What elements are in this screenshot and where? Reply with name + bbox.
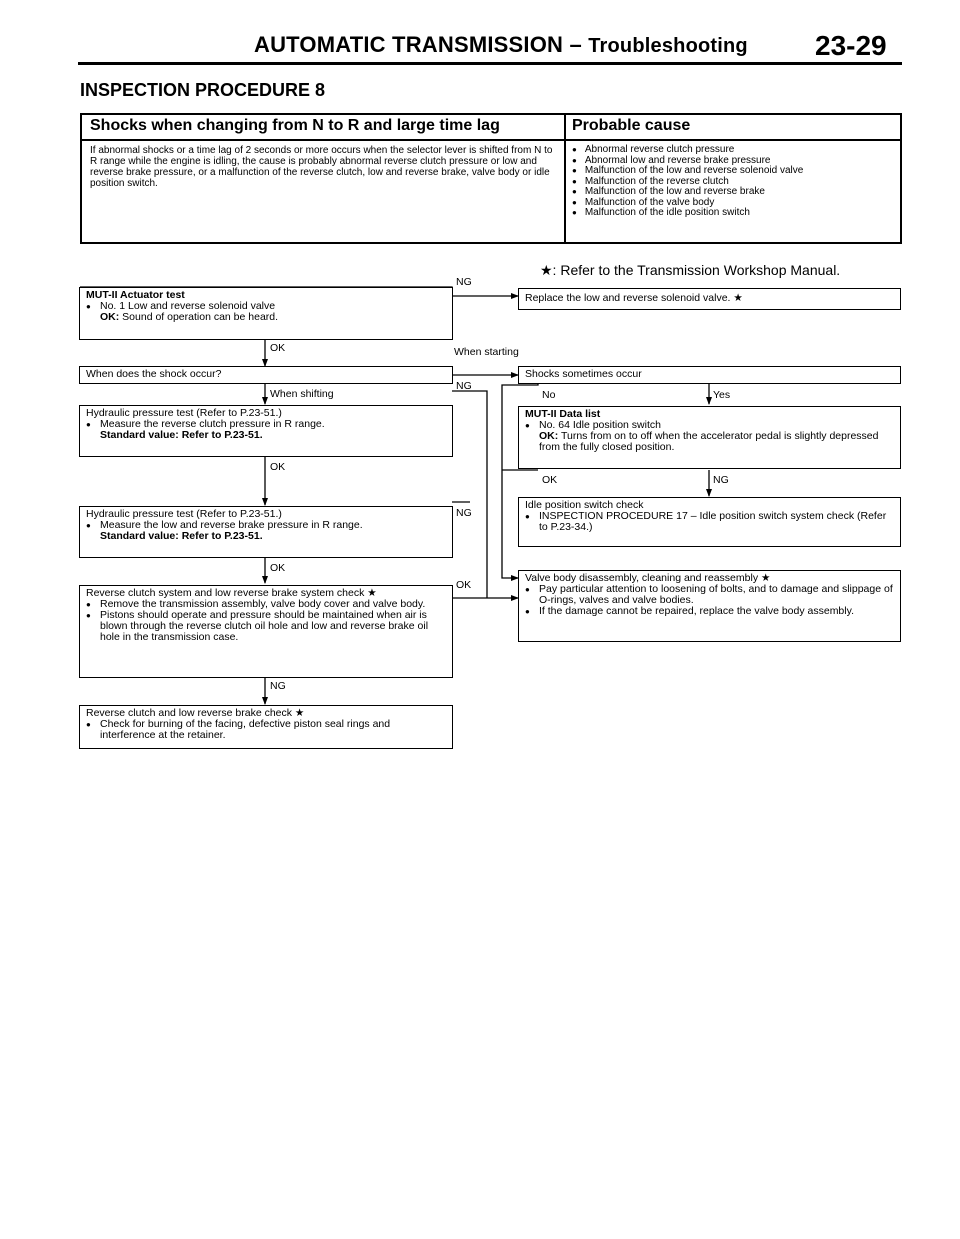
idle-switch-check-title: Idle position switch check xyxy=(525,499,644,511)
label-no: No xyxy=(542,389,556,401)
workshop-manual-note: ★: Refer to the Transmission Workshop Manual. xyxy=(540,262,841,278)
system-check-item: ● Pistons should operate and pressure should be maintained when air is blown through the reverse clutch oil hole and low and reverse brake oil hole in the transmission case. xyxy=(86,610,446,643)
label-ok: OK xyxy=(270,342,286,354)
data-list-item: ● No. 64 Idle position switch xyxy=(525,420,894,431)
system-check-title: Reverse clutch system and low reverse brake system check ★ xyxy=(86,587,377,599)
label-ok: OK xyxy=(270,562,286,574)
hydraulic-test-2-standard: Standard value: Refer to P.23-51. xyxy=(100,530,263,542)
system-check-item: ● Remove the transmission assembly, valve body cover and valve body. xyxy=(86,599,446,610)
label-ng: NG xyxy=(456,507,472,519)
replace-solenoid-text: Replace the low and reverse solenoid valve. ★ xyxy=(525,292,743,304)
subsection-title: Troubleshooting xyxy=(588,35,748,57)
hydraulic-test-1-item: ● Measure the reverse clutch pressure in R range. xyxy=(86,419,446,430)
label-ok: OK xyxy=(542,474,558,486)
cause-item: ● Malfunction of the reverse clutch xyxy=(572,177,803,188)
replace-solenoid-box xyxy=(518,288,901,310)
valve-body-item: ● If the damage cannot be repaired, replace the valve body assembly. xyxy=(525,606,894,617)
shocks-sometimes-box xyxy=(518,366,901,384)
procedure-title: INSPECTION PROCEDURE 8 xyxy=(80,80,326,100)
cause-item: ● Malfunction of the idle position switch xyxy=(572,208,803,219)
label-ng: NG xyxy=(456,276,472,288)
ok-label: OK: xyxy=(539,430,559,442)
hydraulic-test-1-title: Hydraulic pressure test (Refer to P.23-51.) xyxy=(86,407,282,419)
valve-body-box xyxy=(518,570,901,642)
section-title: AUTOMATIC TRANSMISSION – Troubleshooting xyxy=(254,32,748,57)
cause-item: ● Abnormal low and reverse brake pressure xyxy=(572,156,803,167)
label-when-starting: When starting xyxy=(454,346,519,358)
shocks-sometimes-text: Shocks sometimes occur xyxy=(525,368,642,380)
data-list-box xyxy=(518,406,901,469)
label-ng: NG xyxy=(456,380,472,392)
cause-item: ● Malfunction of the valve body xyxy=(572,198,803,209)
label-ok: OK xyxy=(456,579,472,591)
actuator-ok-text: Sound of operation can be heard. xyxy=(122,311,279,323)
cause-header: Probable cause xyxy=(572,117,691,134)
ok-label: OK: xyxy=(100,311,120,323)
data-list-ok-text: Turns from on to off when the accelerator pedal is slightly depressed from the fully closed position. xyxy=(539,430,879,453)
valve-body-title: Valve body disassembly, cleaning and reassembly ★ xyxy=(525,572,771,584)
label-ok: OK xyxy=(270,461,286,473)
brake-check-item: ● Check for burning of the facing, defective piston seal rings and interference at the retainer. xyxy=(86,719,446,741)
hydraulic-test-1-box xyxy=(79,405,453,457)
symptom-description: If abnormal shocks or a time lag of 2 seconds or more occurs when the selector lever is shifted from N to R range while the engine is idling, the cause is probably abnormal reverse clutch pressure or low and reverse brake pressure, or a malfunction of the reverse clutch, low and reverse brake, valve body or idle position switch. xyxy=(90,145,553,189)
system-check-box xyxy=(79,585,453,678)
actuator-test-item: ● No. 1 Low and reverse solenoid valve xyxy=(86,301,446,312)
cause-item: ● Malfunction of the low and reverse solenoid valve xyxy=(572,166,803,177)
symptom-header: Shocks when changing from N to R and large time lag xyxy=(90,117,500,134)
valve-body-item: ● Pay particular attention to loosening of bolts, and to damage and slippage of O-rings, valves and valve bodies. xyxy=(525,584,894,606)
label-when-shifting: When shifting xyxy=(270,388,334,400)
brake-check-box xyxy=(79,705,453,749)
hydraulic-test-2-box xyxy=(79,506,453,558)
label-ng: NG xyxy=(713,474,729,486)
actuator-test-title: MUT-II Actuator test xyxy=(86,289,185,301)
brake-check-title: Reverse clutch and low reverse brake check ★ xyxy=(86,707,305,719)
shock-question-box xyxy=(79,366,453,384)
hydraulic-test-2-title: Hydraulic pressure test (Refer to P.23-51.) xyxy=(86,508,282,520)
label-ng: NG xyxy=(270,680,286,692)
cause-item: ● Malfunction of the low and reverse brake xyxy=(572,187,803,198)
shock-question-text: When does the shock occur? xyxy=(86,368,222,380)
hydraulic-test-1-standard: Standard value: Refer to P.23-51. xyxy=(100,429,263,441)
idle-switch-check-item: ● INSPECTION PROCEDURE 17 – Idle position switch system check (Refer to P.23-34.) xyxy=(525,511,894,533)
data-list-title: MUT-II Data list xyxy=(525,408,601,420)
idle-switch-check-box xyxy=(518,497,901,547)
label-yes: Yes xyxy=(713,389,731,401)
cause-item: ● Abnormal reverse clutch pressure xyxy=(572,145,803,156)
page-number: 23-29 xyxy=(815,30,887,61)
hydraulic-test-2-item: ● Measure the low and reverse brake pressure in R range. xyxy=(86,520,446,531)
actuator-test-box xyxy=(79,287,453,340)
